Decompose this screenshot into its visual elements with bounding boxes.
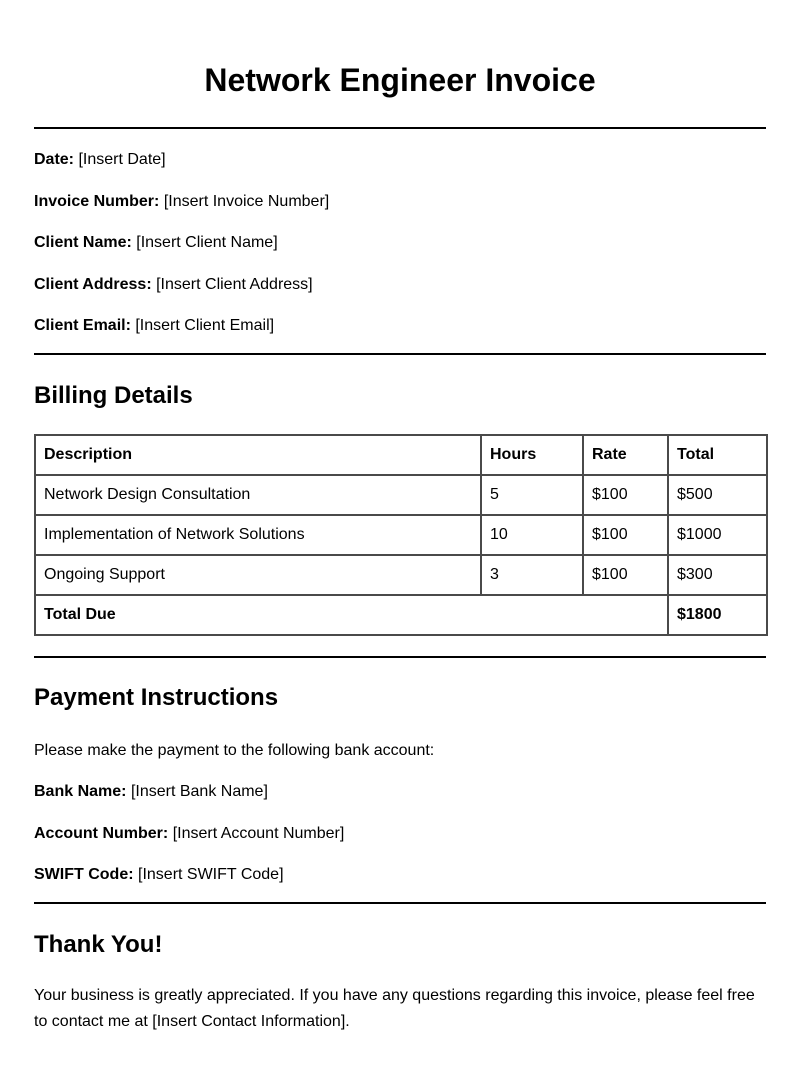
swift-code-label: SWIFT Code: [34,866,134,883]
divider [34,353,766,355]
client-email-value: [Insert Client Email] [135,317,275,334]
divider [34,656,766,658]
row-total: $1000 [668,515,767,555]
total-due-row [35,595,767,635]
page-title: Network Engineer Invoice [204,62,596,98]
invoice-number-value: [Insert Invoice Number] [163,193,330,210]
client-address-label: Client Address: [34,276,152,293]
table-row [35,475,767,515]
divider [34,902,766,904]
date-value: [Insert Date] [78,151,166,168]
client-email-label: Client Email: [34,317,131,334]
client-name-label: Client Name: [34,234,132,251]
thanks-message: Your business is greatly appreciated. If you have any questions regarding this invoice, please feel free to contact me at [Insert Contact Information]. [34,987,755,1030]
row-hours: 5 [481,475,583,515]
billing-heading: Billing Details [34,382,193,409]
bank-name-label: Bank Name: [34,783,127,800]
bank-name-field [34,782,268,802]
column-header-rate: Rate [583,435,668,475]
row-description: Ongoing Support [35,555,481,595]
table-row [35,515,767,555]
account-number-value: [Insert Account Number] [172,825,345,842]
client-name-value: [Insert Client Name] [136,234,278,251]
invoice-number-label: Invoice Number: [34,193,160,210]
client-name-field [34,233,278,253]
column-header-total: Total [668,435,767,475]
row-hours: 10 [481,515,583,555]
payment-intro: Please make the payment to the following bank account: [34,742,435,759]
invoice-number-field [34,192,329,212]
client-email-field [34,316,274,336]
swift-code-field [34,865,284,885]
row-description: Network Design Consultation [35,475,481,515]
client-address-field [34,275,313,295]
date-field [34,150,166,170]
divider [34,127,766,129]
bank-name-value: [Insert Bank Name] [130,783,268,800]
table-row [35,555,767,595]
row-description: Implementation of Network Solutions [35,515,481,555]
payment-heading: Payment Instructions [34,684,279,711]
client-address-value: [Insert Client Address] [156,276,313,293]
table-header-row [35,435,767,475]
swift-code-value: [Insert SWIFT Code] [138,866,284,883]
account-number-label: Account Number: [34,825,169,842]
column-header-hours: Hours [481,435,583,475]
row-total: $500 [668,475,767,515]
account-number-field [34,824,344,844]
total-due-value: $1800 [668,595,767,635]
row-rate: $100 [583,475,668,515]
thanks-heading: Thank You! [34,931,163,958]
row-total: $300 [668,555,767,595]
billing-table [34,434,768,636]
row-rate: $100 [583,555,668,595]
date-label: Date: [34,151,75,168]
column-header-description: Description [35,435,481,475]
row-hours: 3 [481,555,583,595]
total-due-label: Total Due [35,595,668,635]
row-rate: $100 [583,515,668,555]
